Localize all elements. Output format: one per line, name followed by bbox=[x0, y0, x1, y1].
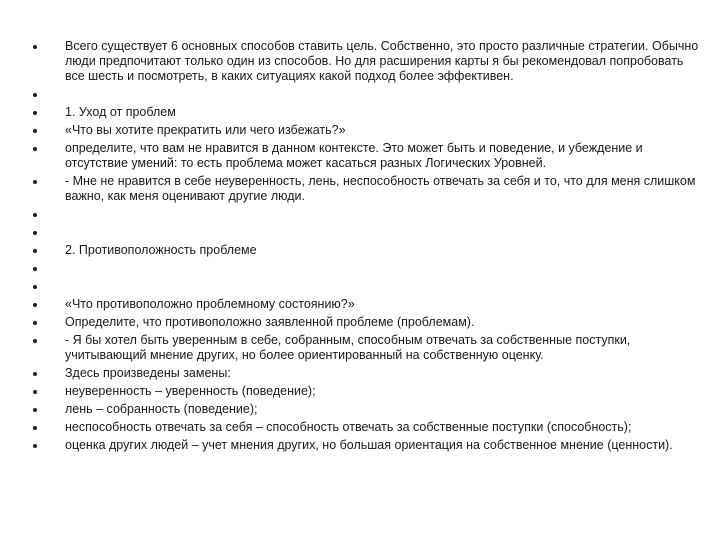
bullet-icon bbox=[33, 444, 37, 448]
bullet-icon bbox=[33, 93, 37, 97]
list-item bbox=[30, 207, 702, 222]
bullet-icon bbox=[33, 147, 37, 151]
list-item-text: Здесь произведены замены: bbox=[65, 366, 231, 380]
list-item-text: «Что противоположно проблемному состоянию?» bbox=[65, 297, 355, 311]
bullet-icon bbox=[33, 339, 37, 343]
list-item-text: Определите, что противоположно заявленной проблеме (проблемам). bbox=[65, 315, 475, 329]
list-item-text: Всего существует 6 основных способов ставить цель. Собственно, это просто различные стратегии. Обычно люди предпочитают только один из способов. Но для расширения карты я бы рекомендовал попробовать все шесть и посмотреть, в каких ситуациях какой подход более эффективен. bbox=[65, 39, 699, 83]
list-item-text: 1. Уход от проблем bbox=[65, 105, 176, 119]
bullet-icon bbox=[33, 213, 37, 217]
bullet-icon bbox=[33, 129, 37, 133]
list-item bbox=[30, 420, 702, 435]
bullet-icon bbox=[33, 285, 37, 289]
list-item-text: 2. Противоположность проблеме bbox=[65, 243, 257, 257]
bullet-icon bbox=[33, 111, 37, 115]
list-item bbox=[30, 402, 702, 417]
bullet-icon bbox=[33, 426, 37, 430]
bullet-icon bbox=[33, 231, 37, 235]
list-item bbox=[30, 297, 702, 312]
bullet-icon bbox=[33, 390, 37, 394]
list-item bbox=[30, 141, 702, 171]
bullet-icon bbox=[33, 408, 37, 412]
list-item bbox=[30, 174, 702, 204]
list-item bbox=[30, 225, 702, 240]
list-item-text: неуверенность – уверенность (поведение); bbox=[65, 384, 316, 398]
list-item bbox=[30, 315, 702, 330]
list-item bbox=[30, 279, 702, 294]
list-item-text: определите, что вам не нравится в данном контексте. Это может быть и поведение, и убеждение и отсутствие умений: то есть проблема может касаться разных Логических Уровней. bbox=[65, 141, 643, 170]
list-item-text: оценка других людей – учет мнения других, но большая ориентация на собственное мнение (ценности). bbox=[65, 438, 673, 452]
list-item-text: лень – собранность (поведение); bbox=[65, 402, 258, 416]
list-item bbox=[30, 123, 702, 138]
bullet-icon bbox=[33, 249, 37, 253]
list-item bbox=[30, 105, 702, 120]
list-item-text: - Я бы хотел быть уверенным в себе, собранным, способным отвечать за собственные поступки, учитывающий мнение других, но более ориентированный на собственную оценку. bbox=[65, 333, 631, 362]
list-item-text: неспособность отвечать за себя – способность отвечать за собственные поступки (способность); bbox=[65, 420, 632, 434]
list-item bbox=[30, 384, 702, 399]
bullet-icon bbox=[33, 267, 37, 271]
list-item bbox=[30, 243, 702, 258]
bullet-icon bbox=[33, 45, 37, 49]
bullet-icon bbox=[33, 303, 37, 307]
list-item bbox=[30, 438, 702, 453]
list-item bbox=[30, 261, 702, 276]
list-item-text: - Мне не нравится в себе неуверенность, лень, неспособность отвечать за себя и то, что для меня слишком важно, как меня оценивают другие люди. bbox=[65, 174, 696, 203]
bullet-icon bbox=[33, 321, 37, 325]
bullet-icon bbox=[33, 372, 37, 376]
bullet-icon bbox=[33, 180, 37, 184]
list-item bbox=[30, 333, 702, 363]
list-item bbox=[30, 366, 702, 381]
list-item-text: «Что вы хотите прекратить или чего избежать?» bbox=[65, 123, 346, 137]
list-item bbox=[30, 87, 702, 102]
bullet-list bbox=[30, 39, 702, 453]
list-item bbox=[30, 39, 702, 84]
